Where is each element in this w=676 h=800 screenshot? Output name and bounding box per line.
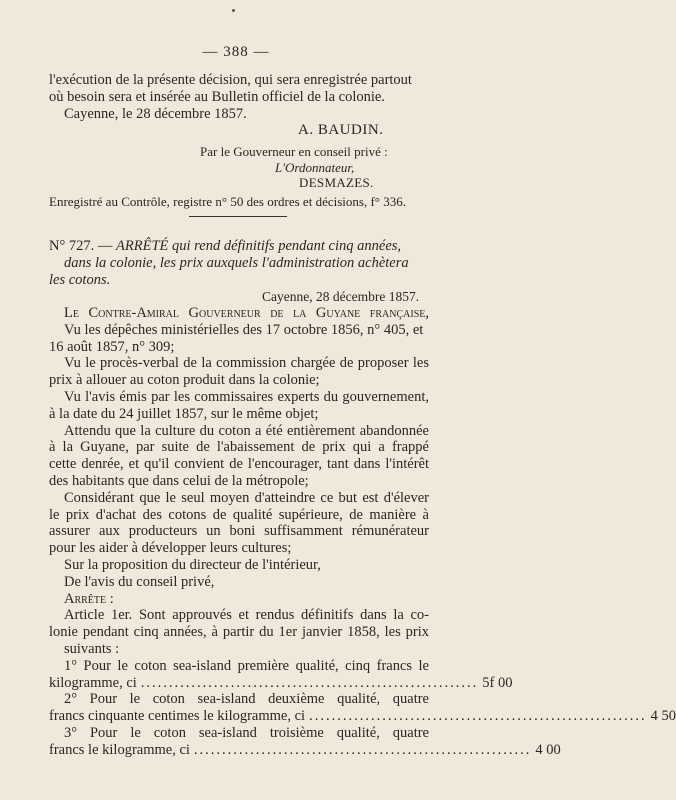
decision-line-1: l'exécution de la présente décision, qui sera enregistrée partout: [49, 72, 412, 88]
body-line: 1° Pour le coton sea-island première qualité, cinq francs le: [64, 657, 429, 674]
arrete-title-2: dans la colonie, les prix auxquels l'administration achètera: [64, 255, 409, 271]
body-line: Vu l'avis émis par les commissaires experts du gouvernement,: [64, 389, 429, 405]
decision-date: Cayenne, le 28 décembre 1857.: [64, 106, 247, 122]
separator-rule: [189, 216, 287, 217]
ordonnateur-title: L'Ordonnateur,: [275, 160, 355, 175]
body-line: Considérant que le seul moyen d'atteindre ce but est d'élever: [64, 489, 429, 506]
body-line: lonie pendant cinq années, à partir du 1er janvier 1858, les prix: [49, 624, 429, 641]
par-le-gouverneur: Par le Gouverneur en conseil privé :: [200, 144, 388, 159]
price-value: 5f 00: [482, 674, 513, 691]
body-line: des habitants que dans celui de la métropole;: [49, 473, 309, 489]
body-line: Vu le procès-verbal de la commission chargée de proposer les: [64, 355, 429, 372]
leader-dots: ............................................................: [140, 674, 479, 691]
body-line: à la Guyane, par suite de l'abaissement de prix qui a frappé: [49, 439, 429, 456]
body-line: [49, 708, 676, 725]
body-line: De l'avis du conseil privé,: [64, 573, 215, 590]
ordonnateur-name: DESMAZES.: [299, 175, 374, 190]
body-line: Sur la proposition du directeur de l'intérieur,: [64, 557, 321, 573]
body-line: Article 1er. Sont approuvés et rendus définitifs dans la co-: [64, 607, 429, 624]
arrete-date: Cayenne, 28 décembre 1857.: [262, 289, 420, 304]
price-label: kilogramme, ci: [49, 674, 137, 691]
body-line: suivants :: [64, 641, 120, 657]
price-label: francs le kilogramme, ci: [49, 741, 190, 758]
decision-line-2: où besoin sera et insérée au Bulletin officiel de la colonie.: [49, 89, 385, 105]
body-line: cette denrée, et qu'il convient de l'encourager, tant dans l'intérêt: [49, 456, 429, 473]
page-number: — 388 —: [202, 44, 270, 60]
body-line: le prix d'achat des cotons de qualité supérieure, de manière à: [49, 506, 429, 523]
leader-dots: ............................................................: [309, 708, 647, 725]
price-value: 4 00: [535, 741, 561, 758]
body-line: Vu les dépêches ministérielles des 17 octobre 1856, n° 405, et: [64, 321, 424, 338]
signer-name: A. BAUDIN.: [298, 122, 384, 138]
arrete-title-1: ARRÊTÉ qui rend définitifs pendant cinq années,: [116, 238, 402, 254]
body-line: 3° Pour le coton sea-island troisième qualité, quatre: [64, 725, 429, 741]
price-value: 4 50: [650, 708, 676, 725]
body-line: pour les aider à développer leurs cultures;: [49, 540, 292, 557]
price-label: francs cinquante centimes le kilogramme, ci: [49, 708, 306, 725]
body-line: prix à allouer au coton produit dans la colonie;: [49, 372, 320, 389]
print-speck: [232, 9, 235, 12]
leader-dots: ............................................................: [193, 741, 532, 758]
body-line: assurer aux producteurs un boni suffisamment rémunérateur: [49, 523, 429, 540]
body-line: à la date du 24 juillet 1857, sur le même objet;: [49, 405, 319, 422]
body-line: Attendu que la culture du coton a été entièrement abandonnée: [64, 422, 429, 439]
arrete-title-line-1: [49, 238, 429, 255]
registre-line: Enregistré au Contrôle, registre n° 50 des ordres et décisions, f° 336.: [49, 194, 406, 209]
arrete-number: N° 727. —: [49, 238, 113, 254]
body-line: [49, 741, 561, 759]
body-line: 16 août 1857, n° 309;: [49, 338, 175, 355]
body-line: [49, 674, 513, 692]
body-line: 2° Pour le coton sea-island deuxième qualité, quatre: [64, 691, 429, 708]
body-line: Le Contre-Amiral Gouverneur de la Guyane française,: [64, 305, 429, 321]
body-line: Arrête :: [64, 590, 114, 607]
arrete-title-3: les cotons.: [49, 272, 111, 288]
